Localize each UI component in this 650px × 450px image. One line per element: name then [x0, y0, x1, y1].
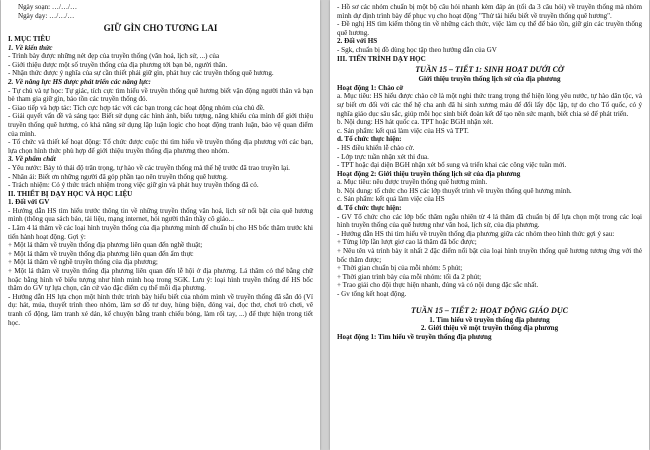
paragraph-line: 3. Về phẩm chất	[8, 155, 56, 164]
paragraph-line: - Gv tổng kết hoạt động.	[337, 290, 407, 298]
paragraph-line: 2. Về năng lực HS được phát triển các năng lực:	[8, 77, 151, 86]
paragraph-line: 1. Tìm hiểu về truyền thống địa phương	[429, 315, 550, 324]
paragraph-line: a. Mục tiêu: nêu được truyền thống quê hương mình.	[337, 178, 488, 187]
paragraph-line: III. TIẾN TRÌNH DẠY HỌC	[337, 54, 426, 63]
paragraph-line: - GV Tổ chức cho các lớp bốc thăm ngẫu nhiên từ 4 lá thăm đã chuẩn bị để lựa chọn một trong các loại hình truyền thống của quê hương như văn hoá, lịch sử, của địa phương.	[337, 212, 642, 230]
paragraph-line: - Hướng dẫn HS tìm hiểu trước thông tin về những truyền thống văn hoá, lịch sử nổi bật của quê hương mình (thông qua sách báo, tài liệu, mạng internet, hỏi người thân thầy cô giáo...	[8, 206, 313, 224]
paragraph-line: - Trách nhiệm: Có ý thức trách nhiệm trong việc giữ gìn và phát huy truyền thống đã có.	[8, 181, 259, 190]
paragraph-line: I. MỤC TIÊU	[8, 35, 51, 43]
paragraph-line: 2. Giới thiệu về một truyền thống địa phương	[420, 324, 559, 333]
paragraph-line: + Một lá thăm về truyền thống địa phương liên quan đến ẩm thực	[8, 249, 194, 258]
paragraph-line: + Thời gian trình bày của mỗi nhóm: tối đa 2 phút;	[337, 272, 482, 281]
paragraph-line: - Nhân ái: Biết ơn những người đã góp phần tạo nên truyền thống quê hương.	[8, 172, 228, 181]
paragraph-line: d. Tổ chức thực hiện:	[337, 204, 402, 213]
paragraph-line: + Một lá thăm về nghề truyền thống của địa phương;	[8, 258, 158, 267]
paragraph-line: - Hướng dẫn HS lựa chọn một hình thức trình bày hiểu biết của nhóm mình về truyền thống đã sẵn đó (Ví dụ: hát, múa, thuyết trình theo nhóm, làm sơ đồ tư duy, hùng biện, đóng vai, đọc thơ, chơi trò chơi, vẽ tranh cổ động, làm tranh xé dán, kể chuyện bằng tranh chiếu bóng, làm rối tay, ...) để thực hiện trong tiết học.	[8, 292, 313, 327]
paragraph-line: - Lớp trực tuần nhận xét thi đua.	[337, 152, 429, 161]
paragraph-line: Hoạt động 1: Chào cờ	[337, 83, 404, 92]
paragraph-line: TUẦN 15 – TIẾT 1: SINH HOẠT DƯỚI CỜ	[415, 65, 564, 75]
paragraph-line: - Tổ chức và thiết kế hoạt động: Tổ chức được cuộc thi tìm hiểu về truyền thống địa phương với các bạn, lựa chọn hình thức phù hợp để giới thiệu truyền thống địa phương theo nhóm.	[8, 138, 313, 155]
paragraph-line: b. Nội dung: tổ chức cho HS các lớp thuyết trình về truyền thống quê hương mình.	[337, 186, 572, 195]
paragraph-line: - Giới thiệu được một số truyền thống của địa phương tới bạn bè, người thân.	[8, 60, 228, 69]
document-title: GIỮ GÌN CHO TƯƠNG LAI	[103, 23, 218, 33]
meta-line-date-taught: Ngày dạy: …/…/…	[18, 12, 75, 20]
right-page-body	[337, 3, 642, 341]
paragraph-line: a. Mục tiêu: HS hiểu được chào cờ là một nghi thức trang trọng thể hiện lòng yêu nước, tự hào dân tộc, và sự biết ơn đối với các thế hệ cha anh đã hi sinh xương máu để đổi lấy độc lập, tự do cho Tổ quốc, có ý nghĩa giáo dục sâu sắc, giúp mỗi học sinh biết đoàn kết để tạo nên sức mạnh, biết chia sẻ để phát triển.	[337, 92, 642, 118]
paragraph-line: + Một lá thăm về truyền thống địa phương liên quan đến lễ hội ở địa phương. Lá thăm có thể bằng chữ hoặc bằng hình vẽ biểu tượng như hình minh hoạ trong SGK. Lưu ý: loại hình truyền thống để HS bốc thăm do GV tự lựa chọn, căn cứ vào đặc điểm cụ thể mỗi địa phương.	[8, 267, 313, 293]
paragraph-line: d. Tổ chức thực hiện:	[337, 135, 402, 144]
paragraph-line: + Trao giải cho đội thực hiện nhanh, đúng và có nội dung đặc sắc nhất.	[337, 281, 539, 290]
document-page-right	[330, 0, 649, 450]
paragraph-line: - Hồ sơ các nhóm chuẩn bị một bộ câu hỏi nhanh kèm đáp án (tối đa 3 câu hỏi) về truyền thống mà nhóm mình dự định trình bày để phục vụ cho hoạt động "Thử tài hiểu biết về truyền thống quê hương".	[337, 3, 642, 20]
paragraph-line	[337, 299, 642, 304]
paragraph-line: - Yêu nước: Bày tỏ thái độ trân trọng, tự hào về các truyền thống mà thế hệ trước đã trao truyền lại.	[8, 163, 290, 172]
paragraph-line: II. THIẾT BỊ DẠY HỌC VÀ HỌC LIỆU	[8, 189, 133, 198]
paragraph-line: - Giải quyết vấn đề và sáng tạo: Biết sử dụng các hình ảnh, biểu tượng, năng khiếu của mình để giới thiệu truyền thống quê hương, có khả năng sử dụng lập luận logic cho hoạt động tranh luận, bảo vệ quan điểm của mình.	[8, 112, 313, 138]
paragraph-line: - TPT hoặc đại diện BGH nhận xét bổ sung và triển khai các công việc tuần mới.	[337, 161, 567, 170]
meta-line-date-prepared: Ngày soạn: …/…/…	[18, 3, 78, 11]
paragraph-line: - Trình bày được những nét đẹp của truyền thống (văn hoá, lịch sử, ...) của	[8, 52, 220, 61]
paragraph-line: 1. Đối với GV	[8, 198, 50, 207]
paragraph-line: - Giao tiếp và hợp tác: Tích cực hợp tác với các bạn trong các hoạt động nhóm của chủ đề.	[8, 103, 265, 112]
paragraph-line: 2. Đối với HS	[337, 37, 378, 46]
document-page-left	[1, 0, 320, 450]
paragraph-line: - Đề nghị HS tìm kiếm thông tin về những cách thức, việc làm cụ thể để bảo tồn, giữ gìn các truyền thống quê hương.	[337, 20, 642, 37]
paragraph-line: c. Sản phẩm: kết quả làm việc của HS	[337, 195, 445, 204]
paragraph-line: TUẦN 15 – TIẾT 2: HOẠT ĐỘNG GIÁO DỤC	[411, 305, 568, 315]
paragraph-line: + Thời gian chuẩn bị của mỗi nhóm: 5 phút;	[337, 264, 463, 273]
paragraph-line: - HS điều khiển lễ chào cờ.	[337, 143, 415, 152]
paragraph-line: + Nêu tên và trình bày ít nhất 2 đặc điểm nổi bật của loại hình truyền thống quê hương tương ứng với thẻ bốc thăm được;	[337, 247, 642, 264]
paragraph-line: c. Sản phẩm: kết quả làm việc của HS và TPT.	[337, 126, 469, 135]
paragraph-line: Giới thiệu truyền thống lịch sử của địa phương	[418, 75, 561, 84]
paragraph-line: - Tự chủ và tự học: Tự giác, tích cực tìm hiểu về truyền thống quê hương biết vận động người thân và bạn bè tham gia giữ gìn, bảo tồn các truyền thống đó.	[8, 86, 313, 104]
paragraph-line: + Một lá thăm về truyền thống địa phương liên quan đến nghề thuật;	[8, 241, 203, 250]
paragraph-line: - Lâm 4 lá thăm về các loại hình truyền thống của địa phương mình để chuẩn bị cho HS bốc thăm trước khi tiến hành hoạt động. Gợi ý:	[8, 224, 313, 241]
paragraph-line: Hoạt động 1: Tìm hiểu về truyền thống địa phương	[337, 332, 492, 341]
paragraph-line: - Sgk, chuẩn bị đồ dùng học tập theo hướng dẫn của GV	[337, 45, 497, 54]
paragraph-line: Hoạt động 2: Giới thiệu truyền thống lịch sử của địa phương	[337, 169, 521, 178]
paragraph-line: - Hướng dẫn HS thi tìm hiểu về truyền thống địa phương giữa các nhóm theo hình thức gợi ý sau:	[337, 229, 615, 238]
paragraph-line: + Từng lớp lần lượt giơ cao lá thăm đã bốc được;	[337, 238, 477, 247]
paragraph-line: - Nhận thức được ý nghĩa của sự cần thiết phải giữ gìn, phát huy các truyền thống quê hương.	[8, 69, 274, 78]
page-right-content	[330, 0, 649, 341]
left-page-body	[8, 35, 313, 327]
paragraph-line: 1. Về kiến thức	[8, 43, 53, 52]
page-left-content	[1, 0, 320, 327]
paragraph-line: b. Nội dung: HS hát quốc ca. TPT hoặc BGH nhận xét.	[337, 118, 494, 127]
